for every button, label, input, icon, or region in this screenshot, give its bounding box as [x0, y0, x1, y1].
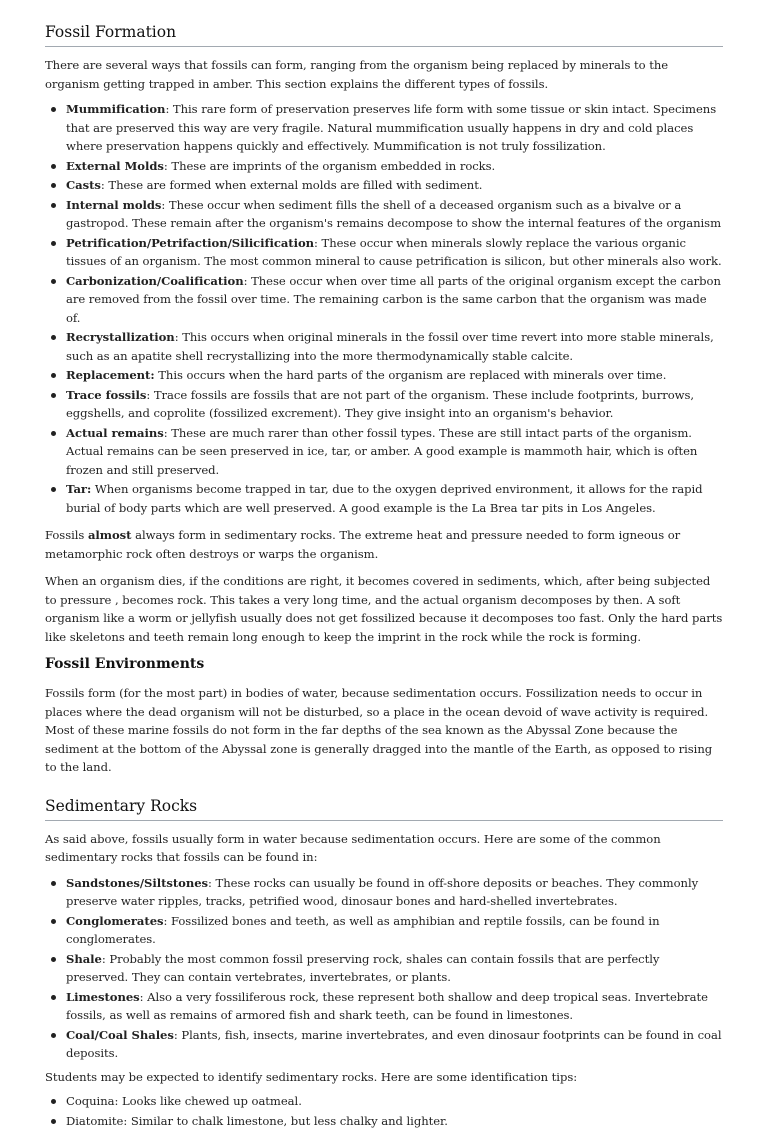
definition: When organisms become trapped in tar, due to the oxygen deprived environment, it allows for the rapid burial of body parts which are well preserved. A good example is the La Brea tar pits in Los Angeles.	[66, 482, 703, 515]
term: Coal/Coal Shales	[66, 1027, 174, 1042]
term: Casts	[66, 178, 101, 193]
definition: : These rocks can usually be found in off-shore deposits or beaches. They commonly preserve water ripples, tracks, petrified wood, dinosaur bones and hard-shelled invertebrates.	[66, 875, 699, 909]
definition: : Also a very fossiliferous rock, these represent both shallow and deep tropical seas. Invertebrate fossils, as well as remains of armored fish and shark teeth, can be found in limestones.	[66, 989, 708, 1023]
definition: : Plants, fish, insects, marine invertebrates, and even dinosaur footprints can be found in coal deposits.	[66, 1027, 722, 1061]
term: Trace fossils	[66, 387, 147, 402]
fossil-types-list	[45, 100, 723, 517]
term: Petrification/Petrifaction/Silicification	[66, 235, 315, 250]
definition: : Probably the most common fossil preserving rock, shales can contain fossils that are perfectly preserved. They can contain vertebrates, invertebrates, or plants.	[66, 951, 660, 985]
identification-tips-intro: Students may be expected to identify sedimentary rocks. Here are some identification tips:	[45, 1069, 578, 1084]
emphasis-almost: almost	[87, 528, 132, 543]
list-item	[66, 912, 723, 949]
list-item	[66, 366, 723, 385]
sedimentary-note-paragraph	[45, 526, 723, 563]
definition: : This rare form of preservation preserves life form with some tissue or skin intact. Specimens that are preserved this way are very fragile. Natural mummification usually happens in dry and cold places where preservation happens quickly and effectively. Mummification is not truly fossilization.	[66, 102, 717, 154]
list-item	[66, 424, 723, 480]
list-item	[66, 234, 723, 271]
term: Limestones	[66, 989, 140, 1004]
term: Actual remains	[66, 425, 164, 440]
list-item	[66, 988, 723, 1025]
definition: : These occur when over time all parts of the original organism except the carbon are removed from the fossil over time. The remaining carbon is the same carbon that the organism was made of.	[66, 273, 721, 325]
text-fragment: always form in sedimentary rocks. The extreme heat and pressure needed to form igneous or metamorphic rock often destroys or warps the organism.	[45, 528, 681, 561]
definition: : Trace fossils are fossils that are not part of the organism. These include footprints, burrows, eggshells, and coprolite (fossilized excrement). They give insight into an organism's behavior.	[66, 387, 695, 421]
subheading-fossil-environments: Fossil Environments	[45, 656, 205, 673]
list-item	[66, 196, 723, 233]
list-item	[66, 1026, 723, 1063]
definition: This occurs when the hard parts of the organism are replaced with minerals over time.	[154, 368, 667, 383]
list-item	[66, 272, 723, 328]
term: Sandstones/Siltstones	[66, 875, 209, 890]
list-item	[66, 480, 723, 517]
sedimentary-intro-paragraph: As said above, fossils usually form in water because sedimentation occurs. Here are some of the common sedimentary rocks that fossils can be found in:	[45, 831, 661, 865]
list-item	[66, 950, 723, 987]
organism-dies-paragraph: When an organism dies, if the conditions are right, it becomes covered in sediments, which, after being subjected to pressure , becomes rock. This takes a very long time, and the actual organism decomposes by then. A soft organism like a worm or jellyfish usually does not get fossilized because it decomposes too fast. Only the hard parts like skeletons and teeth remain long enough to keep the imprint in the rock while the rock is forming.	[45, 574, 723, 644]
definition: : These are formed when external molds are filled with sediment.	[100, 178, 483, 193]
definition: : These are imprints of the organism embedded in rocks.	[163, 158, 496, 173]
term: Recrystallization	[66, 330, 175, 345]
term: Mummification	[66, 102, 166, 117]
section-heading-sedimentary-rocks: Sedimentary Rocks	[45, 777, 723, 821]
definition: : These occur when minerals slowly replace the various organic tissues of an organism. The most common mineral to cause petrification is silicon, but other minerals also work.	[66, 235, 722, 269]
section-heading-fossil-formation: Fossil Formation	[45, 0, 723, 47]
definition: : These are much rarer than other fossil types. These are still intact parts of the organism. Actual remains can be seen preserved in ice, tar, or amber. A good example is mammoth hair, which is often frozen and still preserved.	[66, 425, 698, 477]
list-item	[66, 328, 723, 365]
term: Replacement:	[66, 368, 155, 383]
list-item	[66, 874, 723, 911]
term: Conglomerates	[66, 913, 164, 928]
term: Internal molds	[66, 197, 162, 212]
fossil-environments-paragraph: Fossils form (for the most part) in bodies of water, because sedimentation occurs. Fossilization needs to occur in places where the dead organism will not be disturbed, so a place in the ocean devoid of wave activity is required. Most of these marine fossils do not form in the far depths of the sea known as the Abyssal Zone because the sediment at the bottom of the Abyssal zone is generally dragged into the mantle of the Earth, as opposed to rising to the land.	[45, 686, 713, 775]
list-item	[66, 157, 723, 176]
text-fragment: Fossils	[45, 528, 88, 543]
definition: : Fossilized bones and teeth, as well as amphibian and reptile fossils, can be found in conglomerates.	[66, 913, 660, 947]
list-item	[66, 100, 723, 156]
term: External Molds	[66, 158, 164, 173]
list-item	[66, 386, 723, 423]
list-item: Coquina: Looks like chewed up oatmeal.	[66, 1092, 723, 1111]
list-item: Diatomite: Similar to chalk limestone, but less chalky and lighter.	[66, 1112, 723, 1130]
term: Shale	[66, 951, 102, 966]
list-item	[66, 176, 723, 195]
identification-tips-list	[45, 1092, 723, 1130]
intro-paragraph: There are several ways that fossils can form, ranging from the organism being replaced by minerals to the organism getting trapped in amber. This section explains the different types of fossils.	[45, 58, 669, 91]
sedimentary-rocks-list	[45, 874, 723, 1063]
term: Tar:	[66, 482, 92, 497]
definition: : These occur when sediment fills the shell of a deceased organism such as a bivalve or a gastropod. These remain after the organism's remains decompose to show the internal features of the organism	[66, 197, 722, 231]
definition: : This occurs when original minerals in the fossil over time revert into more stable minerals, such as an apatite shell recrystallizing into the more thermodynamically stable calcite.	[66, 330, 714, 363]
term: Carbonization/Coalification	[66, 273, 244, 288]
